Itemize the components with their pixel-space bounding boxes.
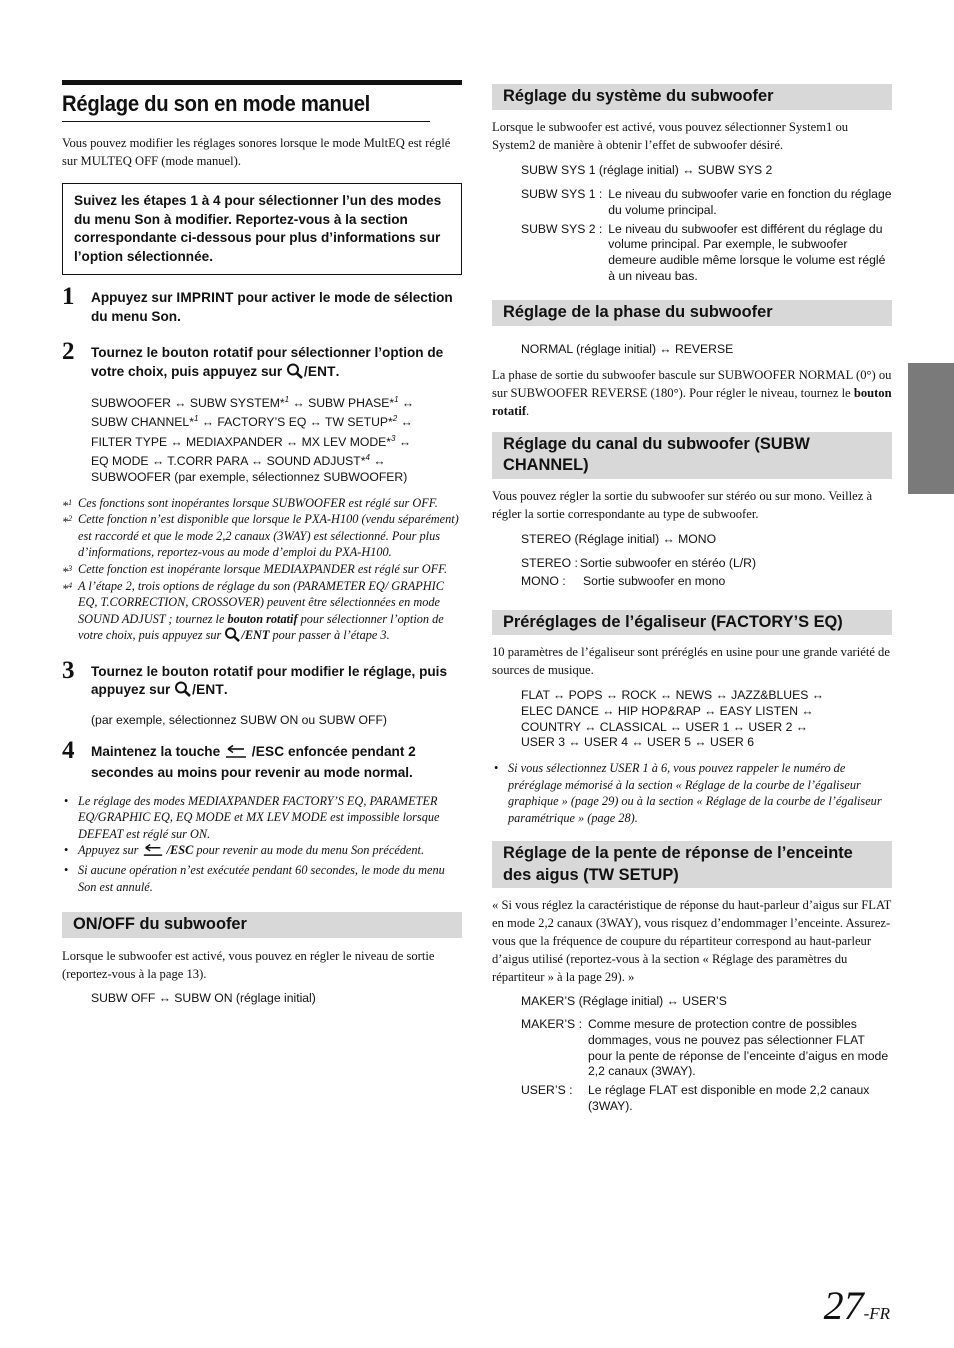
- sound-menu-chain: SUBWOOFER ↔ SUBW SYSTEM*$^1$ ↔ SUBW PHASE*$^1$ ↔ SUBW CHANNEL*$^1$ ↔ FACTORY’S EQ ↔ TW SETUP*$^2$ ↔ FILTER TYPE ↔ MEDIAXPANDER ↔ MX LEV MODE*$^3$ ↔ EQ MODE ↔ T.CORR PARA ↔ SOUND ADJUST*$^4$ ↔ SUBWOOFER (par exemple, sélectionnez SUBWOOFER): [91, 395, 415, 484]
- section-text: « Si vous réglez la caractéristique de réponse du haut-parleur d’aigus sur FLAT en mode 2,2 canaux (3WAY), vous risquez d’endommager l’enceinte. Assurez-vous que la fréquence de coupure du répartiteur correspond au haut-parleur d’aigus utilisé (reportez-vous à la section « Réglage des paramètres du répartiteur » à la page 29). »: [492, 898, 892, 985]
- list-item: • Appuyez sur /ESC pour revenir au mode du menu Son précédent.: [62, 842, 462, 862]
- left-column: [62, 80, 462, 1006]
- section-text: Vous pouvez régler la sortie du subwoofer sur stéréo ou sur mono. Veillez à régler la sortie correspondante au type de subwoofer.: [492, 488, 873, 521]
- right-column: [492, 84, 892, 1114]
- footnotes: [62, 495, 462, 647]
- definition-row: MONO : Sortie subwoofer en mono: [521, 574, 726, 589]
- step-number: 1: [62, 283, 75, 311]
- definition-row: SUBW SYS 2 : Le niveau du subwoofer est différent du réglage du volume principal. Par exemple, le subwoofer demeure audible même lorsque le volume est réglé à un niveau bas.: [521, 221, 886, 283]
- step-text: Appuyez sur IMPRINT pour activer le mode de sélection du menu Son.: [91, 290, 453, 324]
- definition-row: MAKER’S : Comme mesure de protection contre de possibles dommages, vous ne pouvez pas sélectionner FLAT pour la pente de réponse de l’enceinte d’aigus en mode 2,2 canaux (3WAY).: [521, 1017, 889, 1079]
- step-3: [62, 656, 462, 729]
- list-item: • Si vous sélectionnez USER 1 à 6, vous pouvez rappeler le numéro de préréglage mémorisé à la section « Réglage de la courbe de l’égaliseur graphique » (page 29) ou à la section « Réglage de la courbe de l’égaliseur paramétrique » (page 28).: [494, 761, 882, 825]
- step-text: Tournez le bouton rotatif pour modifier le réglage, puis appuyez sur /ENT.: [91, 663, 462, 703]
- footnote: *$^3$ Cette fonction est inopérante lorsque MEDIAXPANDER est réglé sur OFF.: [62, 562, 448, 580]
- step-text: Tournez le bouton rotatif pour sélectionner l’option de votre choix, puis appuyez sur /ENT.: [91, 344, 462, 384]
- magnifier-icon: [286, 363, 304, 385]
- section-text: 10 paramètres de l’égaliseur sont préréglés en usine pour une grande variété de sources de musique.: [492, 645, 890, 678]
- option-chain: SUBW OFF ↔ SUBW ON (réglage initial): [91, 990, 316, 1005]
- return-arrow-icon: [142, 844, 164, 862]
- intro-text: Vous pouvez modifier les réglages sonores lorsque le mode MultEQ est réglé sur MULTEQ OFF (mode manuel).: [62, 136, 451, 168]
- footnote: *$^1$ Ces fonctions sont inopérantes lorsque SUBWOOFER est réglé sur OFF.: [62, 495, 438, 513]
- page-number: 27-FR: [823, 1283, 890, 1328]
- step-number: 4: [62, 736, 75, 764]
- list-item: • Si aucune opération n’est exécutée pendant 60 secondes, le mode du menu Son est annulé.: [64, 863, 445, 894]
- section-text: Lorsque le subwoofer est activé, vous pouvez sélectionner System1 ou System2 de manière à obtenir l’effet de subwoofer désiré.: [492, 119, 849, 152]
- section-heading-onoff: ON/OFF du subwoofer: [62, 912, 462, 938]
- section-heading-phase: Réglage de la phase du subwoofer: [492, 300, 892, 326]
- option-chain: MAKER’S (Réglage initial) ↔ USER’S: [521, 994, 727, 1009]
- option-chain: SUBW SYS 1 (réglage initial) ↔ SUBW SYS 2: [521, 162, 773, 177]
- eq-preset-chain: FLAT ↔ POPS ↔ ROCK ↔ NEWS ↔ JAZZ&BLUES ↔ ELEC DANCE ↔ HIP HOP&RAP ↔ EASY LISTEN ↔ COUNTRY ↔ CLASSICAL ↔ USER 1 ↔ USER 2 ↔ USER 3 ↔ USER 4 ↔ USER 5 ↔ USER 6: [521, 688, 824, 750]
- section-heading-channel: Réglage du canal du subwoofer (SUBW CHANNEL): [492, 432, 892, 479]
- section-text: La phase de sortie du subwoofer bascule sur SUBWOOFER NORMAL (0°) ou sur SUBWOOFER REVERSE (180°). Pour régler le niveau, tournez le bouton rotatif.: [492, 367, 892, 418]
- step-4: [62, 736, 462, 783]
- magnifier-icon: [174, 681, 192, 703]
- page-title: Réglage du son en mode manuel: [62, 91, 430, 122]
- return-arrow-icon: [224, 745, 248, 765]
- step-1: [62, 283, 462, 326]
- step-example: (par exemple, sélectionnez SUBW ON ou SUBW OFF): [91, 712, 387, 727]
- section-heading-factory-eq: Préréglages de l’égaliseur (FACTORY’S EQ): [492, 610, 892, 636]
- chapter-tab: [908, 363, 954, 494]
- definition-row: USER’S : Le réglage FLAT est disponible en mode 2,2 canaux (3WAY).: [521, 1082, 870, 1113]
- footnote: *$^4$ A l’étape 2, trois options de réglage du son (PARAMETER EQ/ GRAPHIC EQ, T.CORRECTION, CROSSOVER) peuvent être sélectionnées en mode SOUND ADJUST ; tournez le bouton rotatif pour sélectionner l’option de votre choix, puis appuyez sur /ENT pour passer à l’étape 3.: [62, 578, 462, 647]
- step-number: 3: [62, 656, 75, 684]
- section-heading-system: Réglage du système du subwoofer: [492, 84, 892, 110]
- title-rule: [62, 80, 462, 85]
- magnifier-icon: [224, 627, 241, 647]
- list-item: • Le réglage des modes MEDIAXPANDER FACTORY’S EQ, PARAMETER EQ/GRAPHIC EQ, EQ MODE et MX LEV MODE est impossible lorsque DEFEAT est réglé sur ON.: [64, 793, 440, 841]
- step-number: 2: [62, 338, 75, 366]
- footnote: *$^2$ Cette fonction n’est disponible que lorsque le PXA-H100 (vendu séparément) est raccordé et que le mode 2,2 canaux (3WAY) est sélectionné. Pour plus d’informations, reportez-vous au mode d’emploi du PXA-H100.: [62, 512, 459, 560]
- definition-row: STEREO : Sortie subwoofer en stéréo (L/R): [521, 556, 757, 571]
- option-chain: STEREO (Réglage initial) ↔ MONO: [521, 531, 717, 546]
- definition-row: SUBW SYS 1 : Le niveau du subwoofer varie en fonction du réglage du volume principal.: [521, 187, 892, 217]
- notes-list: [62, 793, 462, 896]
- section-text: Lorsque le subwoofer est activé, vous pouvez en régler le niveau de sortie (reportez-vous à la page 13).: [62, 948, 435, 981]
- step-text: Maintenez la touche /ESC enfoncée pendant 2 secondes au moins pour revenir au mode normal.: [91, 743, 416, 781]
- instruction-box: Suivez les étapes 1 à 4 pour sélectionner l’un des modes du menu Son à modifier. Reportez-vous à la section correspondante ci-dessous pour plus d’informations sur l’option sélectionnée.: [62, 183, 462, 275]
- section-heading-tw-setup: Réglage de la pente de réponse de l’enceinte des aigus (TW SETUP): [492, 841, 892, 888]
- option-chain: NORMAL (réglage initial) ↔ REVERSE: [521, 341, 734, 356]
- step-2: [62, 338, 462, 484]
